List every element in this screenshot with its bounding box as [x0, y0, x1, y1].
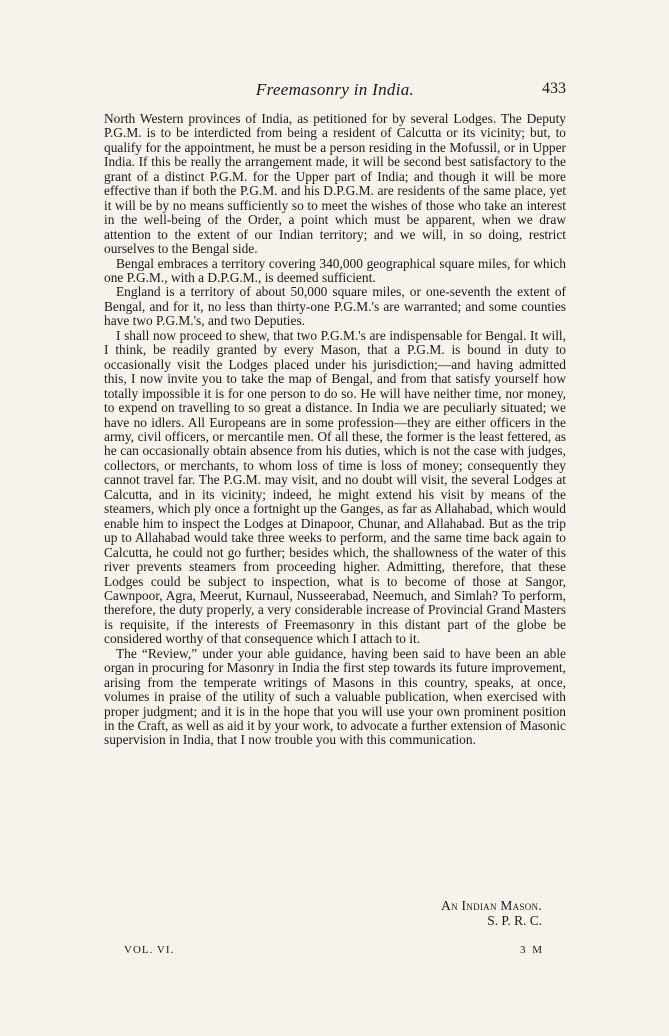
paragraph-5: The “Review,” under your able guidance, having been said to have been an able organ in procuring for Masonry in India the first step towards its future improvement, arising from the temperate writings of Masons in this country, speaks, at once, volumes in praise of the utility of such a valuable publication, when exercised with proper judgment; and it is in the hope that you will use your own prominent position in the Craft, as well as aid it by your work, to advocate a further extension of Masonic supervision in India, that I now trouble you with this communication.: [104, 645, 566, 748]
paragraph-4: I shall now proceed to shew, that two P.G.M.'s are indispensable for Bengal. It will, I think, be readily granted by every Mason, that a P.G.M. is bound in duty to occasionally visit the Lodges placed under his jurisdiction;—and having admitted this, I now invite you to take the map of Bengal, and from that satisfy yourself how totally impossible it is for one person to do so. He will have neither time, nor money, to expend on travelling to so great a distance. In India we are peculiarly situated; we have no idlers. All Europeans are in some profession—they are either officers in the army, civil officers, or mercantile men. Of all these, the former is the least fettered, as he can occasionally obtain absence from his duties, which is not the case with judges, collectors, or merchants, to whom loss of time is loss of money; consequently they cannot travel far. The P.G.M. may visit, and no doubt will visit, the several Lodges at Calcutta, and in its vicinity; indeed, he might extend his visit by means of the steamers, which ply once a fortnight up the Ganges, as far as Allahabad, which would enable him to inspect the Lodges at Dinapoor, Chunar, and Allahabad. But as the trip up to Allahabad would take three weeks to perform, and the same time back again to Calcutta, he could not go further; besides which, the shallowness of the water of this river prevents steamers from proceeding higher. Admitting, therefore, that these Lodges could be subject to inspection, what is to become of those at Sangor, Cawnpoor, Agra, Meerut, Kurnaul, Nusseerabad, Neemuch, and Simlah? To perform, therefore, the duty properly, a very considerable increase of Provincial Grand Masters is requisite, if the interests of Freemasonry in this distant part of the globe be considered worthy of that consequence which I attach to it.: [104, 327, 566, 647]
paragraph-2: Bengal embraces a territory covering 340,000 geographical square miles, for which one P.G.M., with a D.P.G.M., is deemed sufficient.: [104, 255, 566, 285]
signature-mark: 3 M: [519, 944, 544, 956]
paragraph-1: North Western provinces of India, as petitioned for by several Lodges. The Deputy P.G.M. is to be interdicted from being a resident of Calcutta or its vicinity; but, to qualify for the appointment, he must be a person residing in the Mofussil, or in Upper India. If this be really the arrangement made, it will be second best satisfactory to the grant of a distinct P.G.M. for the Upper part of India; and though it will be more effective than if both the P.G.M. and his D.P.G.M. are residents of the same place, yet it will be by no means sufficiently so to meet the wishes of those who take an interest in the well-being of the Order, a point which must be apparent, when we draw attention to the extent of our Indian territory; and we will, in so doing, restrict ourselves to the Bengal side.: [104, 111, 566, 257]
signature-block: [104, 898, 566, 928]
page-header: [104, 80, 566, 102]
page-footer: [124, 944, 544, 956]
paragraph-3: England is a territory of about 50,000 square miles, or one-seventh the extent of Bengal, and for it, no less than thirty-one P.G.M.'s are warranted; and some counties have two P.G.M.'s, and two Deputies.: [104, 284, 566, 329]
signature-name: An Indian Mason.: [441, 898, 542, 913]
page-number: 433: [542, 80, 566, 97]
signature-initials: S. P. R. C.: [487, 913, 542, 928]
article-body: [104, 112, 566, 748]
volume-label: VOL. VI.: [124, 944, 175, 956]
running-title: Freemasonry in India.: [255, 80, 415, 99]
